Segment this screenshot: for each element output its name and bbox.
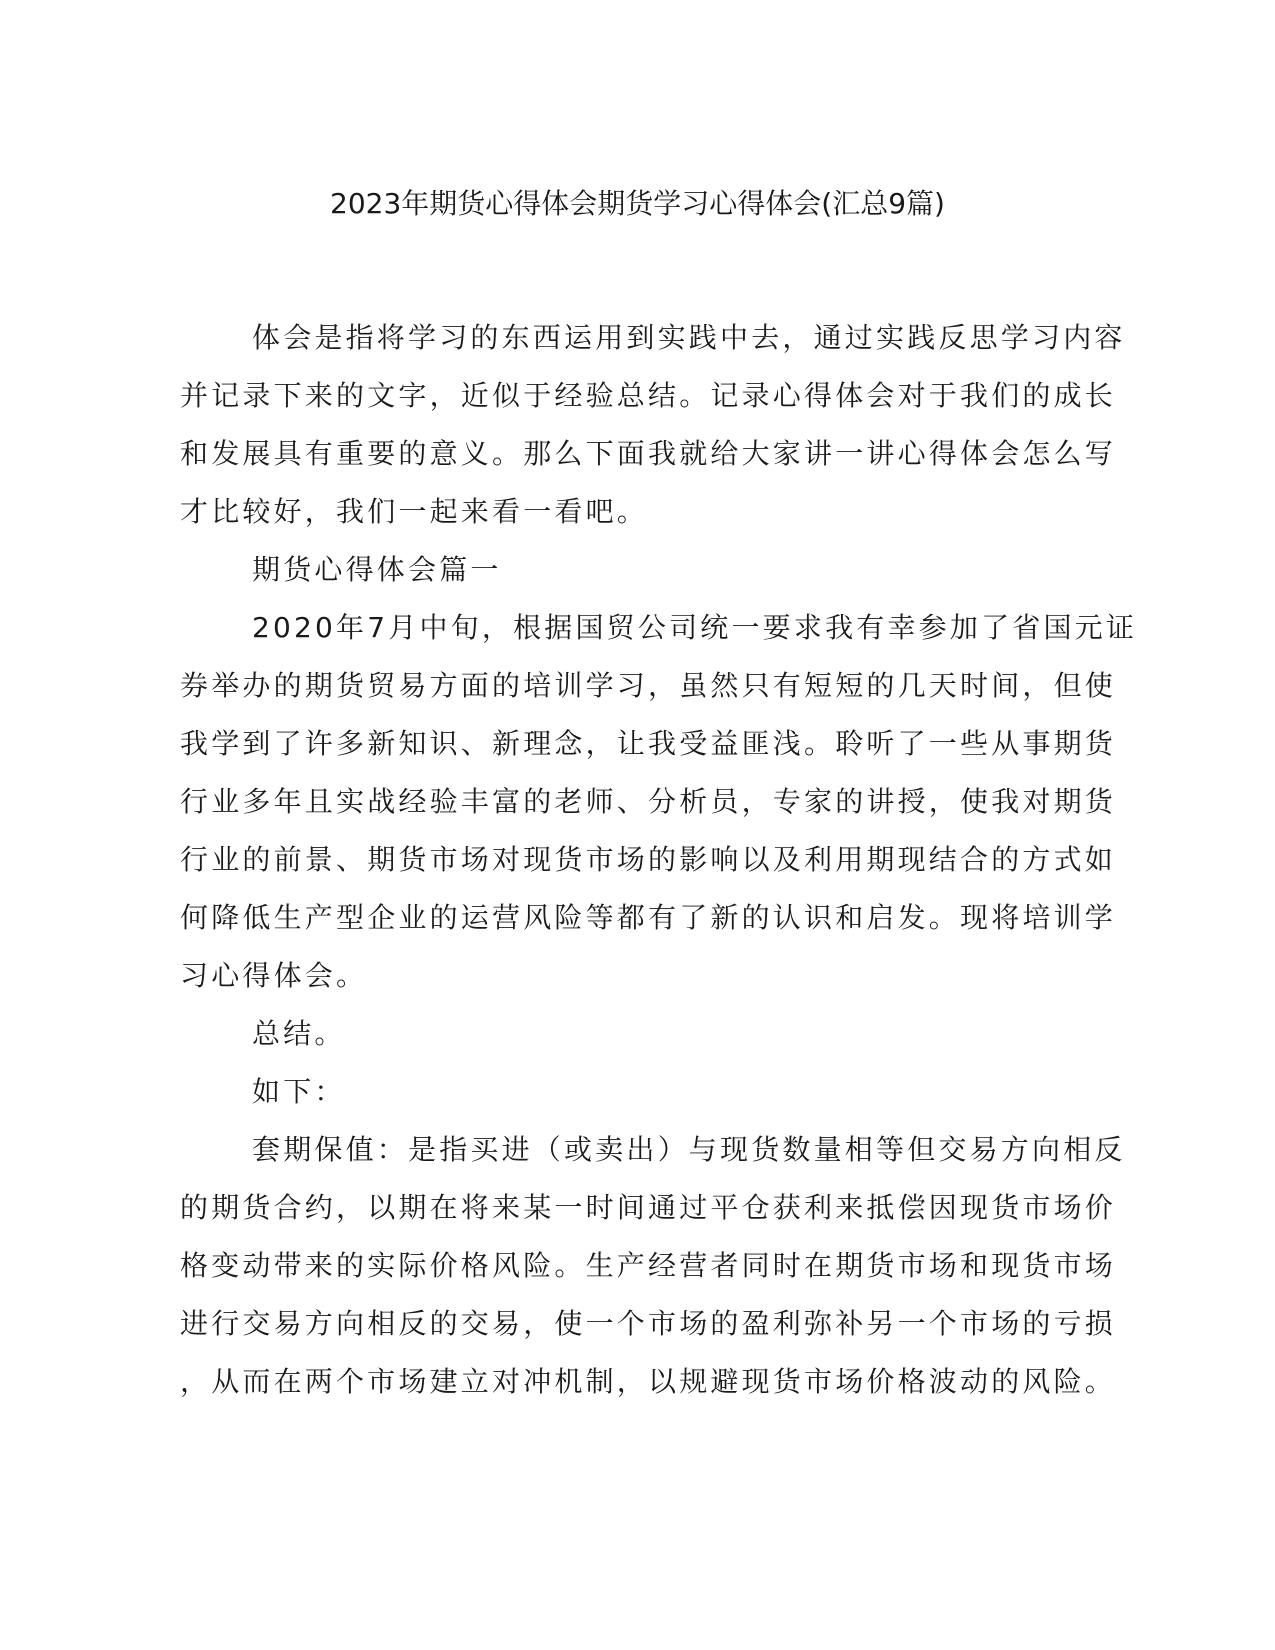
paragraph-line: 行业的前景、期货市场对现货市场的影响以及利用期现结合的方式如: [180, 843, 1117, 876]
paragraph-line: 格变动带来的实际价格风险。生产经营者同时在期货市场和现货市场: [180, 1249, 1117, 1282]
paragraph-line: 2020年7月中旬，根据国贸公司统一要求我有幸参加了省国元证: [252, 611, 1138, 644]
paragraph-line: 习心得体会。: [180, 959, 368, 992]
paragraph-line: 行业多年且实战经验丰富的老师、分析员，专家的讲授，使我对期货: [180, 785, 1117, 818]
paragraph-line: 券举办的期货贸易方面的培训学习，虽然只有短短的几天时间，但使: [180, 669, 1117, 702]
paragraph-line: 总结。: [252, 1017, 346, 1050]
paragraph-line: 和发展具有重要的意义。那么下面我就给大家讲一讲心得体会怎么写: [180, 437, 1117, 470]
paragraph-line: ，从而在两个市场建立对冲机制，以规避现货市场价格波动的风险。: [180, 1365, 1117, 1398]
document-title: 2023年期货心得体会期货学习心得体会(汇总9篇): [330, 187, 945, 220]
paragraph-line: 体会是指将学习的东西运用到实践中去，通过实践反思学习内容: [252, 321, 1126, 354]
section-heading: 期货心得体会篇一: [252, 553, 502, 586]
paragraph-line: 我学到了许多新知识、新理念，让我受益匪浅。聆听了一些从事期货: [180, 727, 1117, 760]
paragraph-line: 套期保值：是指买进（或卖出）与现货数量相等但交易方向相反: [252, 1133, 1126, 1166]
paragraph-line: 并记录下来的文字，近似于经验总结。记录心得体会对于我们的成长: [180, 379, 1117, 412]
paragraph-line: 何降低生产型企业的运营风险等都有了新的认识和启发。现将培训学: [180, 901, 1117, 934]
paragraph-line: 进行交易方向相反的交易，使一个市场的盈利弥补另一个市场的亏损: [180, 1307, 1117, 1340]
paragraph-line: 的期货合约，以期在将来某一时间通过平仓获利来抵偿因现货市场价: [180, 1191, 1117, 1224]
paragraph-line: 如下：: [252, 1075, 346, 1108]
paragraph-line: 才比较好，我们一起来看一看吧。: [180, 495, 649, 528]
